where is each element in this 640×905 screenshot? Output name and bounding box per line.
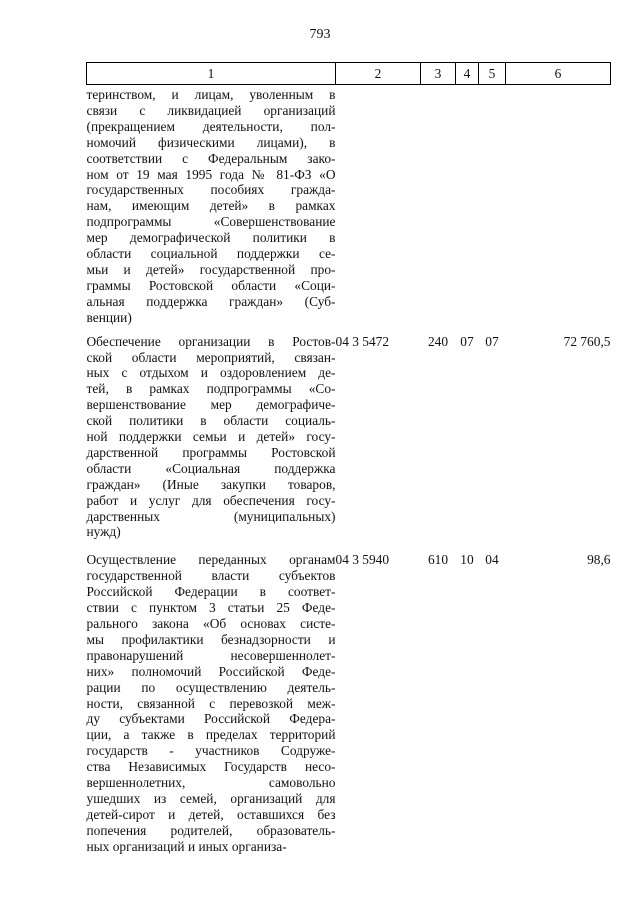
description-line: соответствии с Федеральным зако- [86,150,336,166]
description-line: вершенствование мер демографиче- [86,397,336,413]
description-line: правонарушений несовершеннолет- [86,647,336,663]
description-line: ствии с пунктом 3 статьи 25 Феде- [86,600,336,616]
page-number: 793 [309,27,331,42]
description-line: ных с отдыхом и оздоровлением де- [86,365,336,381]
description-line: государственных пособиях гражда- [86,182,336,198]
section-code [456,85,479,326]
section-code: 10 [460,552,474,568]
description-line: ных организаций и иных организа- [86,838,287,854]
description-line: попечения родителей, образователь- [86,822,336,838]
subsection-code: 07 [485,333,499,349]
expense-type-code [421,85,456,326]
amount-value: 72 760,5 [563,333,611,349]
description-line: работ и услуг для обеспечения госу- [86,492,336,508]
description-line: ности, связанной с перевозкой меж- [86,695,336,711]
description-line: ду субъектами Российской Федера- [86,711,336,727]
table-row [87,326,611,541]
header-col-1: 1 [87,63,336,85]
description-line: государств - участников Содруже- [86,743,336,759]
description-line: области «Социальная поддержка [86,460,336,476]
description-line: дарственной программы Ростовской [86,444,336,460]
description-line: рации по осуществлению деятель- [86,679,336,695]
description-line: государственной власти субъектов [86,568,336,584]
row-description [87,540,336,854]
header-col-5: 5 [479,63,506,85]
subsection-code: 04 [485,552,499,568]
description-line: теринством, и лицам, уволенным в [86,87,336,102]
target-code: 04 3 5472 [335,333,390,349]
budget-table [86,62,611,855]
description-line: ушедших из семей, организаций для [86,790,336,806]
description-line: (прекращением деятельности, пол- [86,118,336,134]
table-row [87,85,611,326]
target-code [336,85,421,326]
header-col-6: 6 [506,63,611,85]
row-description [87,85,336,326]
description-line: подпрограммы «Совершенствование [86,214,336,230]
header-col-4: 4 [456,63,479,85]
header-row [87,63,611,85]
description-line: дарственных (муниципальных) [86,508,336,524]
description-line: вершеннолетних, самовольно [86,775,336,791]
description-line: Обеспечение организации в Ростов- [86,333,336,349]
description-line: области социальной поддержки се- [86,246,336,262]
description-line: Осуществление переданных органам [86,552,336,568]
description-line: мы профилактики безнадзорности и [86,631,336,647]
description-line: ской политики в области социаль- [86,413,336,429]
description-line: венции) [86,309,132,325]
table-row [87,540,611,854]
description-line: рального закона «Об основах систе- [86,616,336,631]
description-line: граммы Ростовской области «Соци- [86,277,336,293]
description-line: мьи и детей» государственной про- [86,261,336,277]
amount-value: 98,6 [587,552,611,568]
description-line: мер демографической политики в [86,230,336,246]
header-col-3: 3 [421,63,456,85]
section-code: 07 [460,333,474,349]
description-line: нам, имеющим детей» в рамках [86,198,336,214]
description-line: тей, в рамках подпрограммы «Со- [86,381,336,397]
description-line: них» полномочий Российской Феде- [86,663,336,679]
description-line: связи с ликвидацией организаций [86,102,336,118]
description-line: ства Независимых Государств несо- [86,759,336,775]
amount-value [506,85,611,326]
description-line: детей-сирот и детей, оставшихся без [86,806,336,822]
row-description [87,326,336,541]
expense-type-code: 240 [427,333,449,349]
subsection-code [479,85,506,326]
description-line: ции, а также в пределах территорий [86,727,336,743]
target-code: 04 3 5940 [335,552,390,568]
description-line: граждан» (Иные закупки товаров, [86,476,336,492]
description-line: альная поддержка граждан» (Суб- [86,293,336,309]
description-line: нужд) [86,524,121,540]
expense-type-code: 610 [427,552,449,568]
description-line: ном от 19 мая 1995 года № 81-ФЗ «О [86,166,336,182]
header-col-2: 2 [336,63,421,85]
description-line: номочий физическими лицами), в [86,134,336,150]
description-line: ской области мероприятий, связан- [86,349,336,365]
description-line: ной поддержки семьи и детей» госу- [86,429,336,445]
description-line: Российской Федерации в соответ- [86,584,336,600]
